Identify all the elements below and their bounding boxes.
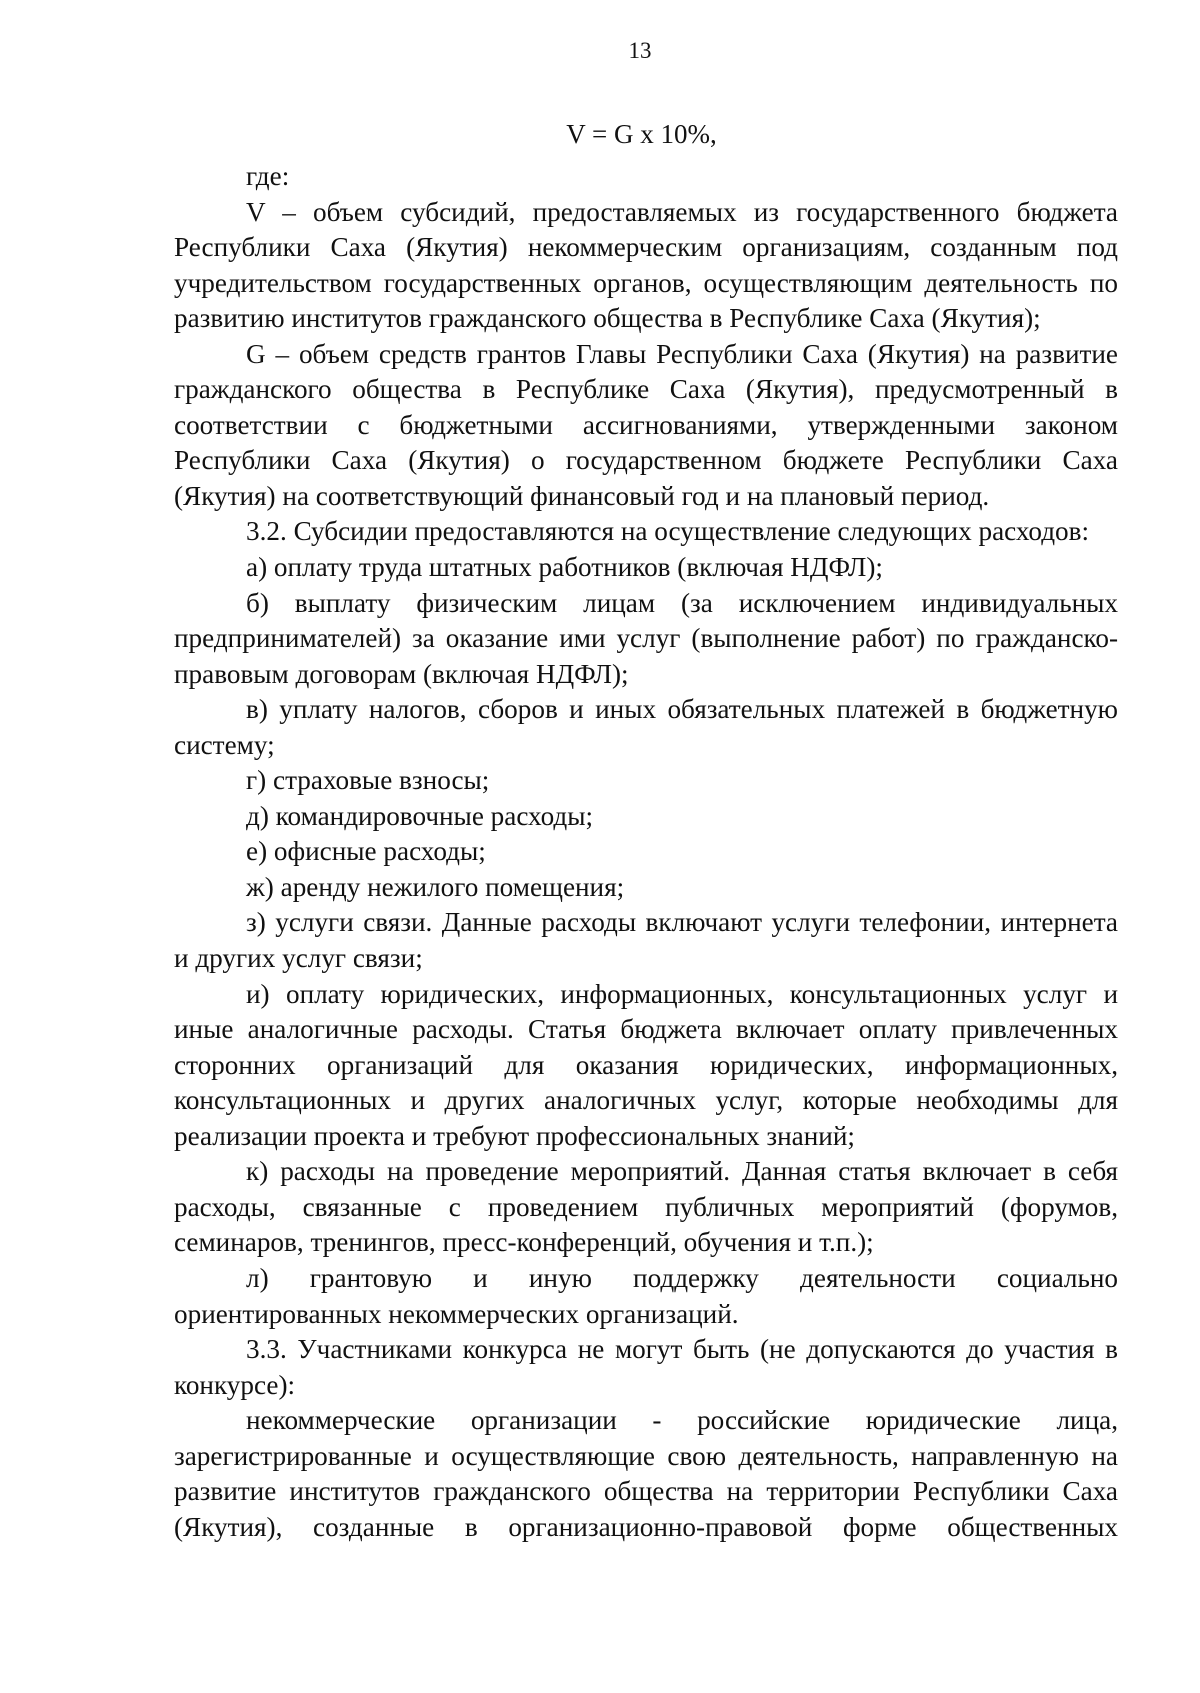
list-item-g: г) страховые взносы; bbox=[246, 765, 490, 796]
list-item-i: и) оплату юридических, информационных, консультационных услуг и иные аналогичные расходы. Статья бюджета включает оплату привлеченных сторонних организаций для оказания юридических, информационных, консультационных и других аналогичных услуг, которые необходимы для реализации проекта и требуют профессиональных знаний; bbox=[174, 978, 1118, 1151]
list-item-a: а) оплату труда штатных работников (включая НДФЛ); bbox=[246, 552, 883, 583]
paragraph-v-definition: V – объем субсидий, предоставляемых из государственного бюджета Республики Саха (Якутия) некоммерческим организациям, созданным под учредительством государственных органов, осуществляющим деятельность по развитию институтов гражданского общества в Республике Саха (Якутия); bbox=[174, 196, 1118, 334]
list-item-k: к) расходы на проведение мероприятий. Данная статья включает в себя расходы, связанные с проведением публичных мероприятий (форумов, семинаров, тренингов, пресс-конференций, обучения и т.п.); bbox=[174, 1156, 1118, 1258]
paragraph-where: где: bbox=[246, 161, 290, 191]
list-item-e: е) офисные расходы; bbox=[246, 836, 486, 867]
list-item-z: з) услуги связи. Данные расходы включают услуги телефонии, интернета и других услуг связи; bbox=[174, 907, 1118, 974]
paragraph-3-3: 3.3. Участниками конкурса не могут быть (не допускаются до участия в конкурсе): bbox=[174, 1334, 1118, 1400]
list-item-d: д) командировочные расходы; bbox=[246, 800, 594, 831]
list-item-zh: ж) аренду нежилого помещения; bbox=[246, 871, 625, 902]
paragraph-nko: некоммерческие организации - российские юридические лица, зарегистрированные и осуществляющие свою деятельность, направленную на развитие институтов гражданского общества на территории Республики Саха (Якутия), созданные в организационно-правовой форме общественных bbox=[174, 1405, 1118, 1542]
paragraph-g-definition: G – объем средств грантов Главы Республики Саха (Якутия) на развитие гражданского общества в Республике Саха (Якутия), предусмотренный в соответствии с бюджетными ассигнованиями, утвержденными законом Республики Саха (Якутия) о государственном бюджете Республики Саха (Якутия) на соответствующий финансовый год и на плановый период. bbox=[174, 338, 1118, 511]
paragraph-3-2: 3.2. Субсидии предоставляются на осуществление следующих расходов: bbox=[246, 516, 1090, 547]
formula: V = G x 10%, bbox=[566, 119, 717, 149]
page-number: 13 bbox=[628, 38, 652, 63]
document-body bbox=[174, 159, 1118, 1545]
list-item-l: л) грантовую и иную поддержку деятельности социально ориентированных некоммерческих организаций. bbox=[174, 1262, 1118, 1329]
list-item-v: в) уплату налогов, сборов и иных обязательных платежей в бюджетную систему; bbox=[174, 694, 1118, 760]
list-item-b: б) выплату физическим лицам (за исключением индивидуальных предпринимателей) за оказание ими услуг (выполнение работ) по гражданско-правовым договорам (включая НДФЛ); bbox=[174, 587, 1118, 689]
